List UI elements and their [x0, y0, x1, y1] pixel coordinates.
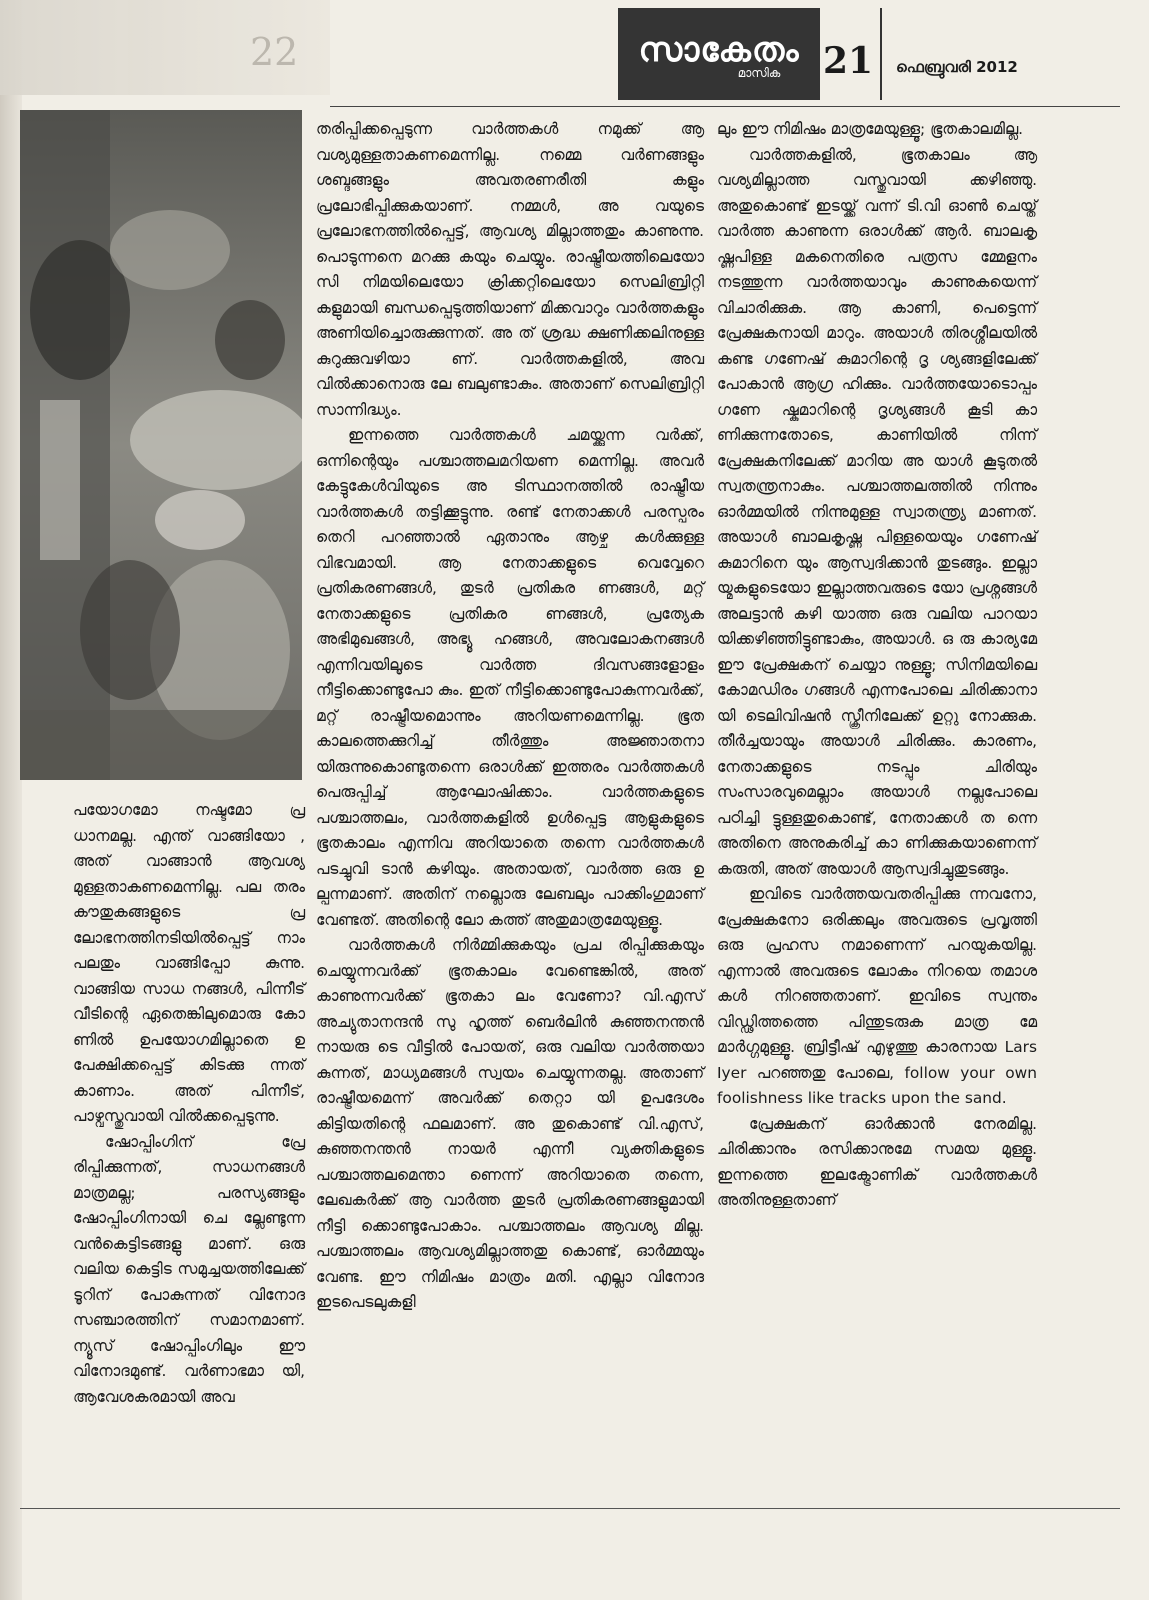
- previous-page-edge: [0, 0, 330, 95]
- previous-page-number-ghost: 22: [250, 30, 299, 74]
- column-2-paragraph: ഇന്നത്തെ വാർത്തകൾ ചമയ്ക്കുന്ന വർക്ക്, ഒന്നിന്റെയും പശ്ചാത്തലമറിയണ മെന്നില്ല. അവർ കേട്ടുകേൾവിയുടെ അ ടിസ്ഥാനത്തിൽ രാഷ്ട്രീയ വാർത്തകൾ തട്ടിക്കൂട്ടുന്നു. രണ്ട് നേതാക്കൾ പരസ്പരം തെറി പറഞ്ഞാൽ ഏതാനും ആഴ്ച കൾക്കുള്ള വിഭവമായി. ആ നേതാക്കളുടെ വെവ്വേറെ പ്രതികരണങ്ങൾ, തുടർ പ്രതികര ണങ്ങൾ, മറ്റ് നേതാക്കളുടെ പ്രതികര ണങ്ങൾ, പ്രത്യേക അഭിമുഖങ്ങൾ, അഭ്യൂ ഹങ്ങൾ, അവലോകനങ്ങൾ എന്നിവയിലൂടെ വാർത്ത ദിവസങ്ങളോളം നീട്ടിക്കൊണ്ടുപോ കും. ഇത് നീട്ടിക്കൊണ്ടുപോകുന്നവർക്ക്, മറ്റ് രാഷ്ട്രീയമൊന്നും അറിയണമെന്നില്ല. ഭൂത കാലത്തെക്കുറിച്ച് തീർത്തും അജ്ഞാതനാ യിരുന്നുകൊണ്ടുതന്നെ ഒരാൾക്ക് ഇത്തരം വാർത്തകൾ പെരുപ്പിച്ച് ആഘോഷിക്കാം. വാർത്തകളുടെ പശ്ചാത്തലം, വാർത്തകളിൽ ഉൾപ്പെട്ട ആളുകളുടെ ഭൂതകാലം എന്നിവ അറിയാതെ തന്നെ വാർത്തകൾ പടച്ചുവി ടാൻ കഴിയും. അതായത്, വാർത്ത ഒരു ഉ ല്പന്നമാണ്. അതിന് നല്ലൊരു ലേബലും പാക്കിംഗുമാണ് വേണ്ടത്. അതിന്റെ ലോ കത്ത് അതുമാത്രമേയുള്ളൂ.: [316, 426, 704, 929]
- column-1-paragraph: പയോഗമോ നഷ്ടമോ പ്ര ധാനമല്ല. എന്ത് വാങ്ങിയോ , അത് വാങ്ങാൻ ആവശ്യ മുള്ളതാകണമെന്നില്ല. പല തരം കൗതുകങ്ങളുടെ പ്ര ലോഭനത്തിനടിയിൽപ്പെട്ട് നാം പലതും വാങ്ങിപ്പോ കുന്നു. വാങ്ങിയ സാധ നങ്ങൾ, പിന്നീട് വീടിന്റെ ഏതെങ്കിലുമൊരു കോ ണിൽ ഉപയോഗമില്ലാതെ ഉ പേക്ഷിക്കപ്പെട്ട് കിടക്കു ന്നത് കാണാം. അത് പിന്നീട്, പാഴ്വസ്തുവായി വിൽക്കപ്പെടുന്നു.: [73, 801, 305, 1125]
- column-3-paragraph: ഇവിടെ വാർത്തയവതരിപ്പിക്കു ന്നവനോ, പ്രേക്ഷകനോ ഒരിക്കലും അവരുടെ പ്രവൃത്തി ഒരു പ്രഹസ നമാണെന്ന് പറയുകയില്ല. എന്നാൽ അവരുടെ ലോകം നിറയെ തമാശ കൾ നിറഞ്ഞതാണ്. ഇവിടെ സ്വന്തം വിഡ്ഢിത്തത്തെ പിന്തുടരുക മാത്ര മേ മാർഗ്ഗമുള്ളൂ. ബ്രിട്ടീഷ് എഴുത്തു കാരനായ Lars Iyer പറഞ്ഞതു പോലെ, follow your own foolishness like tracks upon the sand.: [717, 885, 1037, 1107]
- column-1-paragraph: ഷോപ്പിംഗിന് പ്രേ രിപ്പിക്കുന്നത്, സാധനങ്ങൾ മാത്രമല്ല; പരസ്യങ്ങളും ഷോപ്പിംഗിനായി ചെ ല്ലേണ്ടുന്ന വൻകെട്ടിടങ്ങളു മാണ്. ഒരു വലിയ കെട്ടിട സമുച്ചയത്തിലേക്ക് ടൂറിന് പോകുന്നത് വിനോദ സഞ്ചാരത്തിന് സമാനമാണ്. ന്യൂസ് ഷോപ്പിംഗിലും ഈ വിനോദമുണ്ട്. വർണാഭമാ യി, ആവേശകരമായി അവ: [73, 1132, 305, 1406]
- header-divider: [880, 8, 882, 100]
- header-rule: [330, 106, 1120, 107]
- page-number: 21: [823, 40, 874, 82]
- news-crowd-photo-icon: [20, 110, 302, 780]
- footer-rule: [20, 1508, 1120, 1509]
- masthead: [618, 8, 820, 100]
- magazine-name: സാകേതം: [638, 30, 800, 70]
- column-3-paragraph: ലും ഈ നിമിഷം മാത്രമേയുള്ളൂ; ഭൂതകാലമില്ല.: [717, 120, 1024, 138]
- issue-date: ഫെബ്രുവരി 2012: [896, 58, 1018, 76]
- article-photo: [20, 110, 302, 780]
- article-column-1: [73, 798, 305, 1410]
- binding-gutter: [0, 0, 22, 1600]
- magazine-subtitle: മാസിക: [737, 66, 781, 80]
- column-3-paragraph: പ്രേക്ഷകന് ഓർക്കാൻ നേരമില്ല. ചിരിക്കാനും രസിക്കാനുമേ സമയ മുള്ളൂ. ഇന്നത്തെ ഇലക്ട്രോണിക് വാർത്തകൾ അതിനുള്ളതാണ്: [717, 1114, 1037, 1209]
- article-column-3: [717, 117, 1037, 1214]
- article-column-2: [316, 117, 704, 1316]
- column-2-paragraph: തരിപ്പിക്കപ്പെടുന്ന വാർത്തകൾ നമുക്ക് ആ വശ്യമുള്ളതാകണമെന്നില്ല. നമ്മെ വർണങ്ങളും ശബ്ദങ്ങളും അവതരണരീതി കളും പ്രലോഭിപ്പിക്കുകയാണ്. നമ്മൾ, അ വയുടെ പ്രലോഭനത്തിൽപ്പെട്ട്, ആവശ്യ മില്ലാത്തതും കാണുന്നു. പൊടുന്നനെ മറക്കു കയും ചെയ്യും. രാഷ്ട്രീയത്തിലെയോ സി നിമയിലെയോ ക്രിക്കറ്റിലെയോ സെലിബ്രിറ്റി കളുമായി ബന്ധപ്പെടുത്തിയാണ് മിക്കവാറും വാർത്തകളും അണിയിച്ചൊരുക്കുന്നത്. അ ത് ശ്രദ്ധ ക്ഷണിക്കലിനുള്ള കുറുക്കുവഴിയാ ണ്. വാർത്തകളിൽ, അവ വിൽക്കാനൊരു ലേ ബലുണ്ടാകും. അതാണ് സെലിബ്രിറ്റി സാന്നിദ്ധ്യം.: [316, 120, 704, 419]
- column-3-paragraph: വാർത്തകളിൽ, ഭൂതകാലം ആ വശ്യമില്ലാത്ത വസ്തുവായി ക്കഴിഞ്ഞു. അതുകൊണ്ട് ഇടയ്ക്ക് വന്ന് ടി.വി ഓൺ ചെയ്ത് വാർത്ത കാണുന്ന ഒരാൾക്ക് ആർ. ബാലകൃ ഷ്ണപിള്ള മകനെതിരെ പത്രസ മ്മേളനം നടത്തുന്ന വാർത്തയാവും കാണുകയെന്ന് വിചാരിക്കുക. ആ കാണി, പെട്ടെന്ന് പ്രേക്ഷകനായി മാറും. അയാൾ തിരശ്ശീലയിൽ കണ്ട ഗണേഷ് കുമാറിന്റെ ദൃ ശ്യങ്ങളിലേക്ക് പോകാൻ ആഗ്ര ഹിക്കും. വാർത്തയോടൊപ്പം ഗണേ ഷ്കുമാറിന്റെ ദൃശ്യങ്ങൾ കൂടി കാ ണിക്കുന്നതോടെ, കാണിയിൽ നിന്ന് പ്രേക്ഷകനിലേക്ക് മാറിയ അ യാൾ കൂടുതൽ സ്വതന്ത്രനാകും. പശ്ചാത്തലത്തിൽ നിന്നും ഓർമ്മയിൽ നിന്നുമുള്ള സ്വാതന്ത്ര്യ മാണത്. അയാൾ ബാലകൃഷ്ണ പിള്ളയെയും ഗണേഷ് കുമാറിനെ യും ആസ്വദിക്കാൻ തുടങ്ങും. ഇല്ലാ യ്മകളുടെയോ ഇല്ലാത്തവരുടെ യോ പ്രശ്നങ്ങൾ അലട്ടാൻ കഴി യാത്ത ഒരു വലിയ പാറയാ യിക്കഴിഞ്ഞിട്ടുണ്ടാകും, അയാൾ. ഒ രു കാര്യമേ ഈ പ്രേക്ഷകന് ചെയ്യാ നുള്ളൂ; സിനിമയിലെ കോമഡിരം ഗങ്ങൾ എന്നപോലെ ചിരിക്കാനാ യി ടെലിവിഷൻ സ്ക്രീനിലേക്ക് ഉറ്റു നോക്കുക. തീർച്ചയായും അയാൾ ചിരിക്കും. കാരണം, നേതാക്കളുടെ നടപ്പും ചിരിയും സംസാരവുമെല്ലാം അയാൾ നല്ലപോലെ പഠിച്ചി ട്ടുള്ളതുകൊണ്ട്, നേതാക്കൾ ത ന്നെ അതിനെ അനുകരിച്ച് കാ ണിക്കുകയാണെന്ന് കരുതി, അത് അയാൾ ആസ്വദിച്ചുതുടങ്ങും.: [717, 145, 1037, 878]
- column-2-paragraph: വാർത്തകൾ നിർമ്മിക്കുകയും പ്രച രിപ്പിക്കുകയും ചെയ്യുന്നവർക്ക് ഭൂതകാലം വേണ്ടെങ്കിൽ, അത് കാണുന്നവർക്ക് ഭൂതകാ ലം വേണോ? വി.എസ് അച്യുതാനന്ദൻ സു ഹൃത്ത് ബെർലിൻ കുഞ്ഞനന്തൻ നായരു ടെ വീട്ടിൽ പോയത്, ഒരു വലിയ വാർത്തയാ കുന്നത്, മാധ്യമങ്ങൾ സ്വയം ചെയ്യുന്നതല്ല. അതാണ് രാഷ്ട്രീയമെന്ന് അവർക്ക് തെറ്റാ യി ഉപദേശം കിട്ടിയതിന്റെ ഫലമാണ്. അ തുകൊണ്ട് വി.എസ്, കുഞ്ഞനന്തൻ നായർ എന്നീ വ്യക്തികളുടെ പശ്ചാത്തലമെന്താ ണെന്ന് അറിയാതെ തന്നെ, ലേഖകർക്ക് ആ വാർത്ത തുടർ പ്രതികരണങ്ങളുമായി നീട്ടി ക്കൊണ്ടുപോകാം. പശ്ചാത്തലം ആവശ്യ മില്ല. പശ്ചാത്തലം ആവശ്യമില്ലാത്തതു കൊണ്ട്, ഓർമ്മയും വേണ്ട. ഈ നിമിഷം മാത്രം മതി. എല്ലാ വിനോദ ഇടപെടലുകളി: [316, 936, 704, 1311]
